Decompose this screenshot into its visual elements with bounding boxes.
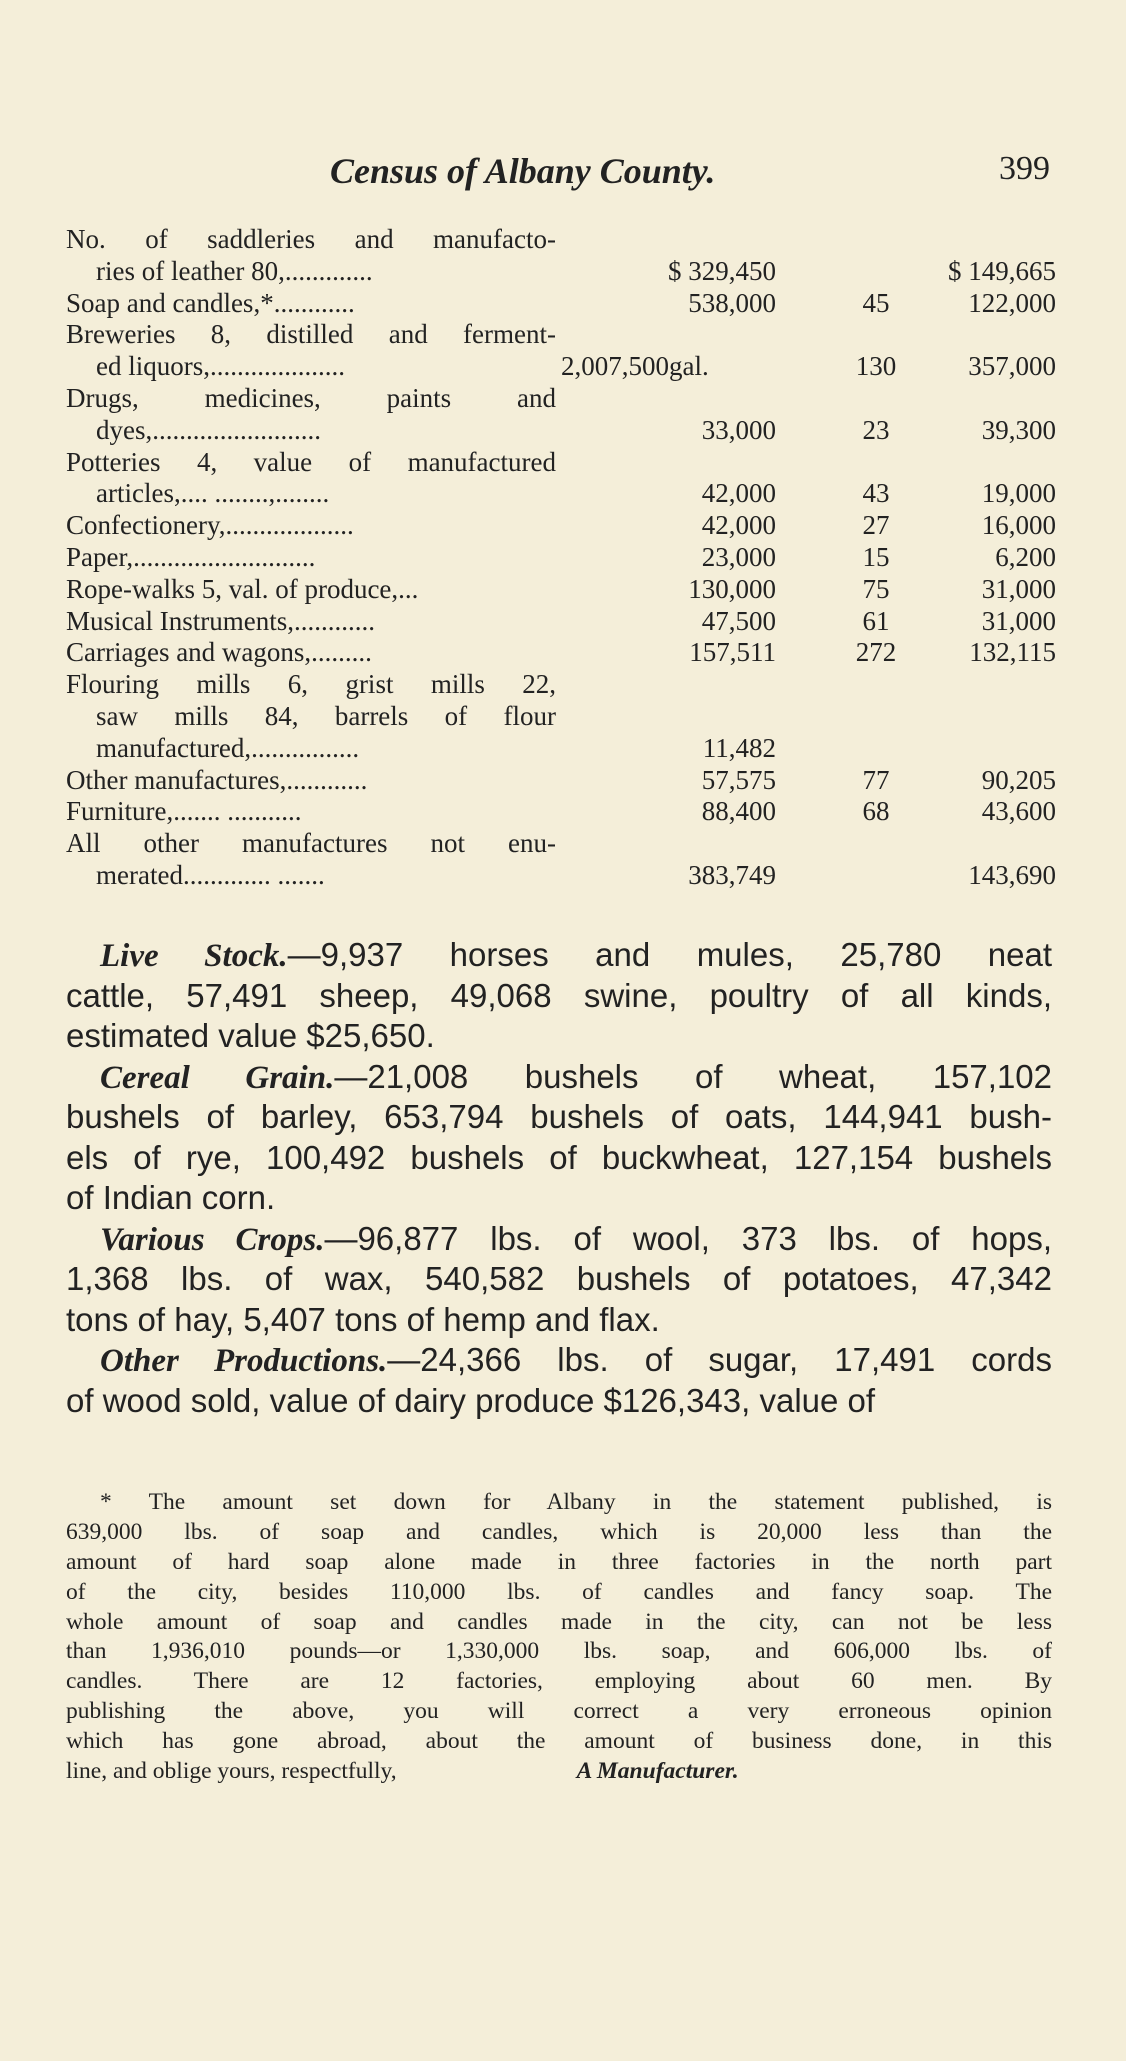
row-label: Potteries 4, value of manufactured	[66, 446, 556, 477]
table-row-line	[66, 256, 1056, 288]
paragraph-line	[66, 1300, 1052, 1341]
row-label: Flouring mills 6, grist mills 22,	[66, 669, 556, 700]
footnote-text: 639,000 lbs. of soap and candles, which is 20,000 less than the	[66, 1518, 1052, 1545]
footnote-line	[66, 1637, 1052, 1667]
table-row	[66, 796, 1056, 828]
paragraph-text: —21,008 bushels of wheat, 157,102	[334, 1057, 1053, 1095]
table-row-line	[66, 606, 1056, 638]
row-label: No. of saddleries and manufacto-	[66, 224, 556, 254]
table-row-line	[66, 733, 1056, 765]
paragraph-line	[66, 976, 1052, 1017]
paragraph-line	[66, 1259, 1052, 1300]
paragraph	[66, 1057, 1052, 1219]
footnote-text: amount of hard soap alone made in three factories in the north part	[66, 1548, 1052, 1575]
footnote-text: whole amount of soap and candles made in the city, can not be less	[66, 1608, 1052, 1635]
manufactures-table	[66, 224, 1056, 892]
footnote-text: of the city, besides 110,000 lbs. of candles and fancy soap. The	[66, 1578, 1052, 1605]
table-row	[66, 637, 1056, 669]
table-row	[66, 669, 1056, 764]
paragraph-line	[66, 1057, 1052, 1098]
paragraph	[66, 1340, 1052, 1421]
capital-value: 57,575	[701, 764, 776, 795]
row-label: Breweries 8, distilled and ferment-	[66, 319, 556, 350]
paragraph-text: —96,877 lbs. of wool, 373 lbs. of hops,	[324, 1219, 1052, 1257]
row-label: Musical Instruments,............	[66, 605, 375, 636]
hands-value: 272	[855, 637, 897, 668]
footnote-text: publishing the above, you will correct a very erroneous opinion	[66, 1698, 1052, 1725]
table-row	[66, 288, 1056, 320]
table-row-line	[66, 828, 1056, 860]
hands-value: 68	[862, 796, 890, 827]
footnote-signature: A Manufacturer.	[576, 1758, 739, 1785]
paragraph-text: cattle, 57,491 sheep, 49,068 swine, poultry of all kinds,	[66, 976, 1052, 1014]
wages-value: 16,000	[981, 510, 1056, 541]
table-row-line	[66, 447, 1056, 479]
wages-value: 122,000	[968, 287, 1056, 318]
wages-value: 31,000	[981, 605, 1056, 636]
table-row	[66, 828, 1056, 892]
capital-value: 33,000	[701, 414, 776, 445]
paragraph-text: estimated value $25,650.	[66, 1017, 435, 1054]
paragraph-line	[66, 1016, 1052, 1057]
capital-value: 47,500	[701, 605, 776, 636]
hands-value: 77	[862, 764, 890, 795]
footnote-text: which has gone abroad, about the amount of business done, in this	[66, 1728, 1052, 1755]
hands-value: 15	[862, 541, 890, 572]
table-row-line	[66, 796, 1056, 828]
page-number: 399	[999, 150, 1050, 187]
table-row-line	[66, 224, 1056, 256]
table-row-line	[66, 510, 1056, 542]
table-row-line	[66, 383, 1056, 415]
footnote-text: * The amount set down for Albany in the statement published, is	[100, 1489, 1052, 1515]
table-row-line	[66, 860, 1056, 892]
row-label: Other manufactures,............	[66, 764, 368, 795]
hands-value: 27	[862, 510, 890, 541]
table-row	[66, 765, 1056, 797]
footnote-line	[66, 1608, 1052, 1638]
paragraph-heading: Cereal Grain.	[100, 1059, 335, 1096]
paragraph	[66, 935, 1052, 1057]
paragraph-text: —9,937 horses and mules, 25,780 neat	[287, 936, 1052, 973]
capital-value: 130,000	[688, 573, 776, 604]
row-label: All other manufactures not enu-	[66, 828, 556, 859]
table-row-line	[66, 765, 1056, 797]
footnote	[66, 1488, 1052, 1787]
row-label: Drugs, medicines, paints and	[66, 382, 556, 413]
footnote-line	[66, 1697, 1052, 1727]
wages-value: 357,000	[968, 351, 1056, 382]
footnote-line	[66, 1727, 1052, 1757]
paragraph-text: bushels of barley, 653,794 bushels of oats, 144,941 bush-	[66, 1098, 1052, 1135]
wages-value: 132,115	[969, 637, 1056, 668]
paragraph-text: of Indian corn.	[66, 1179, 276, 1216]
capital-value: $ 329,450	[668, 255, 776, 286]
capital-value: 2,007,500gal.	[561, 351, 709, 382]
table-row-line	[66, 478, 1056, 510]
capital-value: 383,749	[688, 859, 776, 890]
paragraph-text: els of rye, 100,492 bushels of buckwheat, 127,154 bushels	[66, 1138, 1052, 1176]
table-row-line	[66, 415, 1056, 447]
paragraph	[66, 1219, 1052, 1341]
capital-value: 157,511	[689, 637, 776, 668]
footnote-text: candles. There are 12 factories, employing about 60 men. By	[66, 1668, 1052, 1695]
paragraph-text: tons of hay, 5,407 tons of hemp and flax.	[66, 1300, 660, 1338]
footnote-line	[66, 1548, 1052, 1578]
paragraph-heading: Various Crops.	[100, 1221, 325, 1258]
row-label: saw mills 84, barrels of flour	[96, 700, 556, 731]
paragraph-line	[66, 935, 1052, 976]
capital-value: 42,000	[701, 478, 776, 509]
row-label: dyes,.........................	[96, 414, 321, 445]
table-row-line	[66, 351, 1056, 383]
row-label: Soap and candles,*............	[66, 287, 355, 318]
footnote-line	[66, 1667, 1052, 1697]
table-row-line	[66, 669, 1056, 701]
table-row	[66, 447, 1056, 511]
paragraph-heading: Live Stock.	[100, 938, 288, 974]
wages-value: 143,690	[968, 859, 1056, 890]
footnote-text: than 1,936,010 pounds—or 1,330,000 lbs. soap, and 606,000 lbs. of	[66, 1638, 1052, 1665]
row-label: manufactured,................	[96, 732, 360, 763]
row-label: ries of leather 80,.............	[96, 255, 373, 286]
paragraph-text: —24,366 lbs. of sugar, 17,491 cords	[387, 1341, 1052, 1378]
table-row-line	[66, 574, 1056, 606]
paragraph-line	[66, 1340, 1052, 1381]
capital-value: 23,000	[701, 541, 776, 572]
wages-value: 43,600	[981, 796, 1056, 827]
paragraph-line	[66, 1138, 1052, 1179]
hands-value: 75	[862, 573, 890, 604]
hands-value: 61	[862, 605, 890, 636]
table-row	[66, 319, 1056, 383]
row-label: Paper,...........................	[66, 541, 316, 572]
row-label: Confectionery,...................	[66, 510, 354, 541]
table-row-line	[66, 637, 1056, 669]
hands-value: 43	[862, 478, 890, 509]
wages-value: 6,200	[995, 541, 1056, 572]
capital-value: 42,000	[701, 510, 776, 541]
paragraph-heading: Other Productions.	[100, 1343, 388, 1379]
table-row	[66, 510, 1056, 542]
capital-value: 11,482	[702, 732, 776, 763]
capital-value: 538,000	[688, 287, 776, 318]
paragraph-line	[66, 1381, 1052, 1422]
paragraph-line	[66, 1097, 1052, 1138]
body-text	[66, 935, 1052, 1421]
hands-value: 130	[855, 351, 897, 382]
table-row	[66, 574, 1056, 606]
row-label: Rope-walks 5, val. of produce,...	[66, 573, 419, 604]
row-label: Furniture,....... ...........	[66, 796, 302, 827]
paragraph-line	[66, 1178, 1052, 1219]
wages-value: 90,205	[981, 764, 1056, 795]
table-row	[66, 224, 1056, 288]
wages-value: 39,300	[981, 414, 1056, 445]
footnote-line	[66, 1578, 1052, 1608]
running-header-title: Census of Albany County.	[330, 151, 716, 191]
row-label: articles,.... ........,........	[96, 478, 330, 509]
footnote-text: line, and oblige yours, respectfully,	[66, 1758, 397, 1785]
wages-value: 19,000	[981, 478, 1056, 509]
table-row-line	[66, 701, 1056, 733]
hands-value: 23	[862, 414, 890, 445]
table-row-line	[66, 319, 1056, 351]
hands-value: 45	[862, 287, 890, 318]
row-label: merated............. .......	[96, 859, 325, 890]
footnote-line	[66, 1757, 1052, 1787]
footnote-line	[66, 1518, 1052, 1548]
table-row-line	[66, 288, 1056, 320]
row-label: Carriages and wagons,.........	[66, 637, 372, 668]
table-row	[66, 383, 1056, 447]
wages-value: $ 149,665	[948, 255, 1056, 286]
table-row	[66, 606, 1056, 638]
row-label: ed liquors,....................	[96, 351, 345, 382]
table-row	[66, 542, 1056, 574]
table-row-line	[66, 542, 1056, 574]
capital-value: 88,400	[701, 796, 776, 827]
paragraph-line	[66, 1219, 1052, 1260]
wages-value: 31,000	[981, 573, 1056, 604]
footnote-line	[66, 1488, 1052, 1518]
paragraph-text: 1,368 lbs. of wax, 540,582 bushels of potatoes, 47,342	[66, 1260, 1052, 1297]
paragraph-text: of wood sold, value of dairy produce $126,343, value of	[66, 1381, 876, 1419]
